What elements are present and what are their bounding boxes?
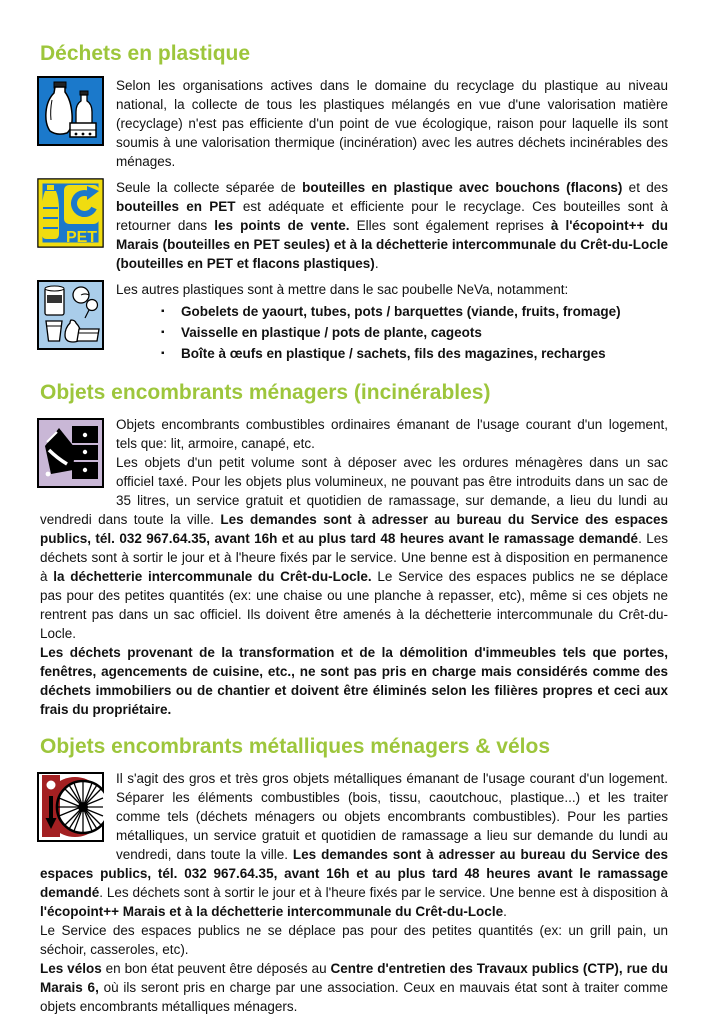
pet-recycling-icon	[37, 178, 104, 248]
section-bulky-metal	[40, 735, 668, 1016]
section-title: Objets encombrants métalliques ménagers & vélos	[40, 735, 551, 758]
bulky-furniture-icon	[37, 418, 104, 488]
paragraph-row	[37, 76, 668, 171]
list-item	[116, 301, 668, 322]
section-title: Déchets en plastique	[40, 42, 251, 65]
bullet-square-icon: ▪	[161, 327, 165, 338]
bullet-square-icon: ▪	[161, 306, 165, 317]
bullet-square-icon: ▪	[161, 348, 165, 359]
paragraph: Les vélos en bon état peuvent être déposés au Centre d'entretien des Travaux publics (CTP), rue du Marais 6, où ils seront pris en charge par une association. Ceux en mauvais état sont à traiter comme objets encombrants métalliques ménagers.	[40, 961, 668, 1014]
paragraph: Objets encombrants combustibles ordinaires émanant de l'usage courant d'un logement, tels que: lit, armoire, canapé, etc.	[116, 417, 668, 451]
mixed-plastics-icon	[37, 280, 104, 350]
pet-label: PET	[65, 229, 98, 246]
paragraph: Les déchets provenant de la transformation et de la démolition d'immeubles tels que portes, fenêtres, agencements de cuisine, etc., ne sont pas pris en charge mais considérés comme des déchets immobiliers ou de chantier et doivent être éliminés selon les filières propres et ceci aux frais du propriétaire.	[40, 645, 668, 717]
paragraph-flow	[40, 415, 668, 719]
section-bulky-incinerable	[40, 381, 668, 719]
paragraph: Il s'agit des gros et très gros objets métalliques émanant de l'usage courant d'un logement. Séparer les éléments combustibles (bois, tissu, caoutchouc, plastique...) et les traiter comme tels (déchets ménagers ou objets encombrants combustibles). Pour les parties métalliques, un service gratuit et quotidien de ramassage a lieu sur demande du lundi au vendredi, dans toute la ville. Les demandes sont à adresser au bureau du Service des espaces publics, tél. 032 967.64.35, avant 16h et au plus tard 48 heures avant le ramassage demandé. Les déchets sont à sortir le jour et à l'heure fixés par le service. Une benne est à disposition à l'écopoint++ Marais et à la déchetterie intercommunale du Crêt-du-Locle.	[40, 771, 668, 919]
bicycle-wheel-icon	[37, 772, 104, 842]
section-title: Objets encombrants ménagers (incinérables)	[40, 381, 491, 404]
list-item	[116, 322, 668, 343]
section-plastic-waste	[40, 42, 668, 364]
list-item-label: Vaisselle en plastique / pots de plante, cageots	[181, 325, 482, 340]
paragraph: Seule la collecte séparée de bouteilles en plastique avec bouchons (flacons) et des bouteilles en PET est adéquate et efficiente pour le recyclage. Ces bouteilles sont à retourner dans les points de vente. Elles sont également reprises à l'écopoint++ du Marais (bouteilles en PET seules) et à la déchetterie intercommunale du Crêt-du-Locle (bouteilles en PET et flacons plastiques).	[116, 180, 669, 271]
paragraph: Selon les organisations actives dans le domaine du recyclage du plastique au niveau national, la collecte de tous les plastiques mélangés en vue d'une valorisation matière (recyclage) n'est pas efficiente d'un point de vue écologique, raison pour laquelle ils sont soumis à une valorisation thermique (incinération) avec les autres déchets incinérables des ménages.	[116, 78, 668, 169]
list-item	[116, 343, 668, 364]
list-item-label: Gobelets de yaourt, tubes, pots / barquettes (viande, fruits, fromage)	[181, 304, 621, 319]
paragraph: Les objets d'un petit volume sont à déposer avec les ordures ménagères dans un sac officiel taxé. Pour les objets plus volumineux, ne pouvant pas être introduits dans un sac de 35 litres, un service gratuit et quotidien de ramassage, sur demande, a lieu du lundi au vendredi dans toute la ville. Les demandes sont à adresser au bureau du Service des espaces publics, tél. 032 967.64.35, avant 16h et au plus tard 48 heures avant le ramassage demandé. Les déchets sont à sortir le jour et à l'heure fixés par le service. Une benne est à disposition en permanence à la déchetterie intercommunale du Crêt-du-Locle. Le Service des espaces publics ne se déplace pas pour des petites quantités (ex: une chaise ou une planche à repasser, etc), même si ces objets ne rentrent pas dans un sac officiel. Ils doivent être amenés à la déchetterie intercommunale du Crêt-du-Locle.	[40, 455, 668, 641]
list-item-label: Boîte à œufs en plastique / sachets, fils des magazines, recharges	[181, 346, 606, 361]
paragraph-flow	[40, 769, 668, 1016]
plastic-jug-bottles-icon	[37, 76, 104, 146]
paragraph: Les autres plastiques sont à mettre dans le sac poubelle NeVa, notamment:	[116, 282, 569, 297]
paragraph-row	[37, 280, 668, 364]
bullet-list	[116, 301, 668, 364]
paragraph-row	[37, 178, 668, 273]
paragraph: Le Service des espaces publics ne se déplace pas pour des petites quantités (ex: un grill pain, un séchoir, casseroles, etc).	[40, 923, 668, 957]
